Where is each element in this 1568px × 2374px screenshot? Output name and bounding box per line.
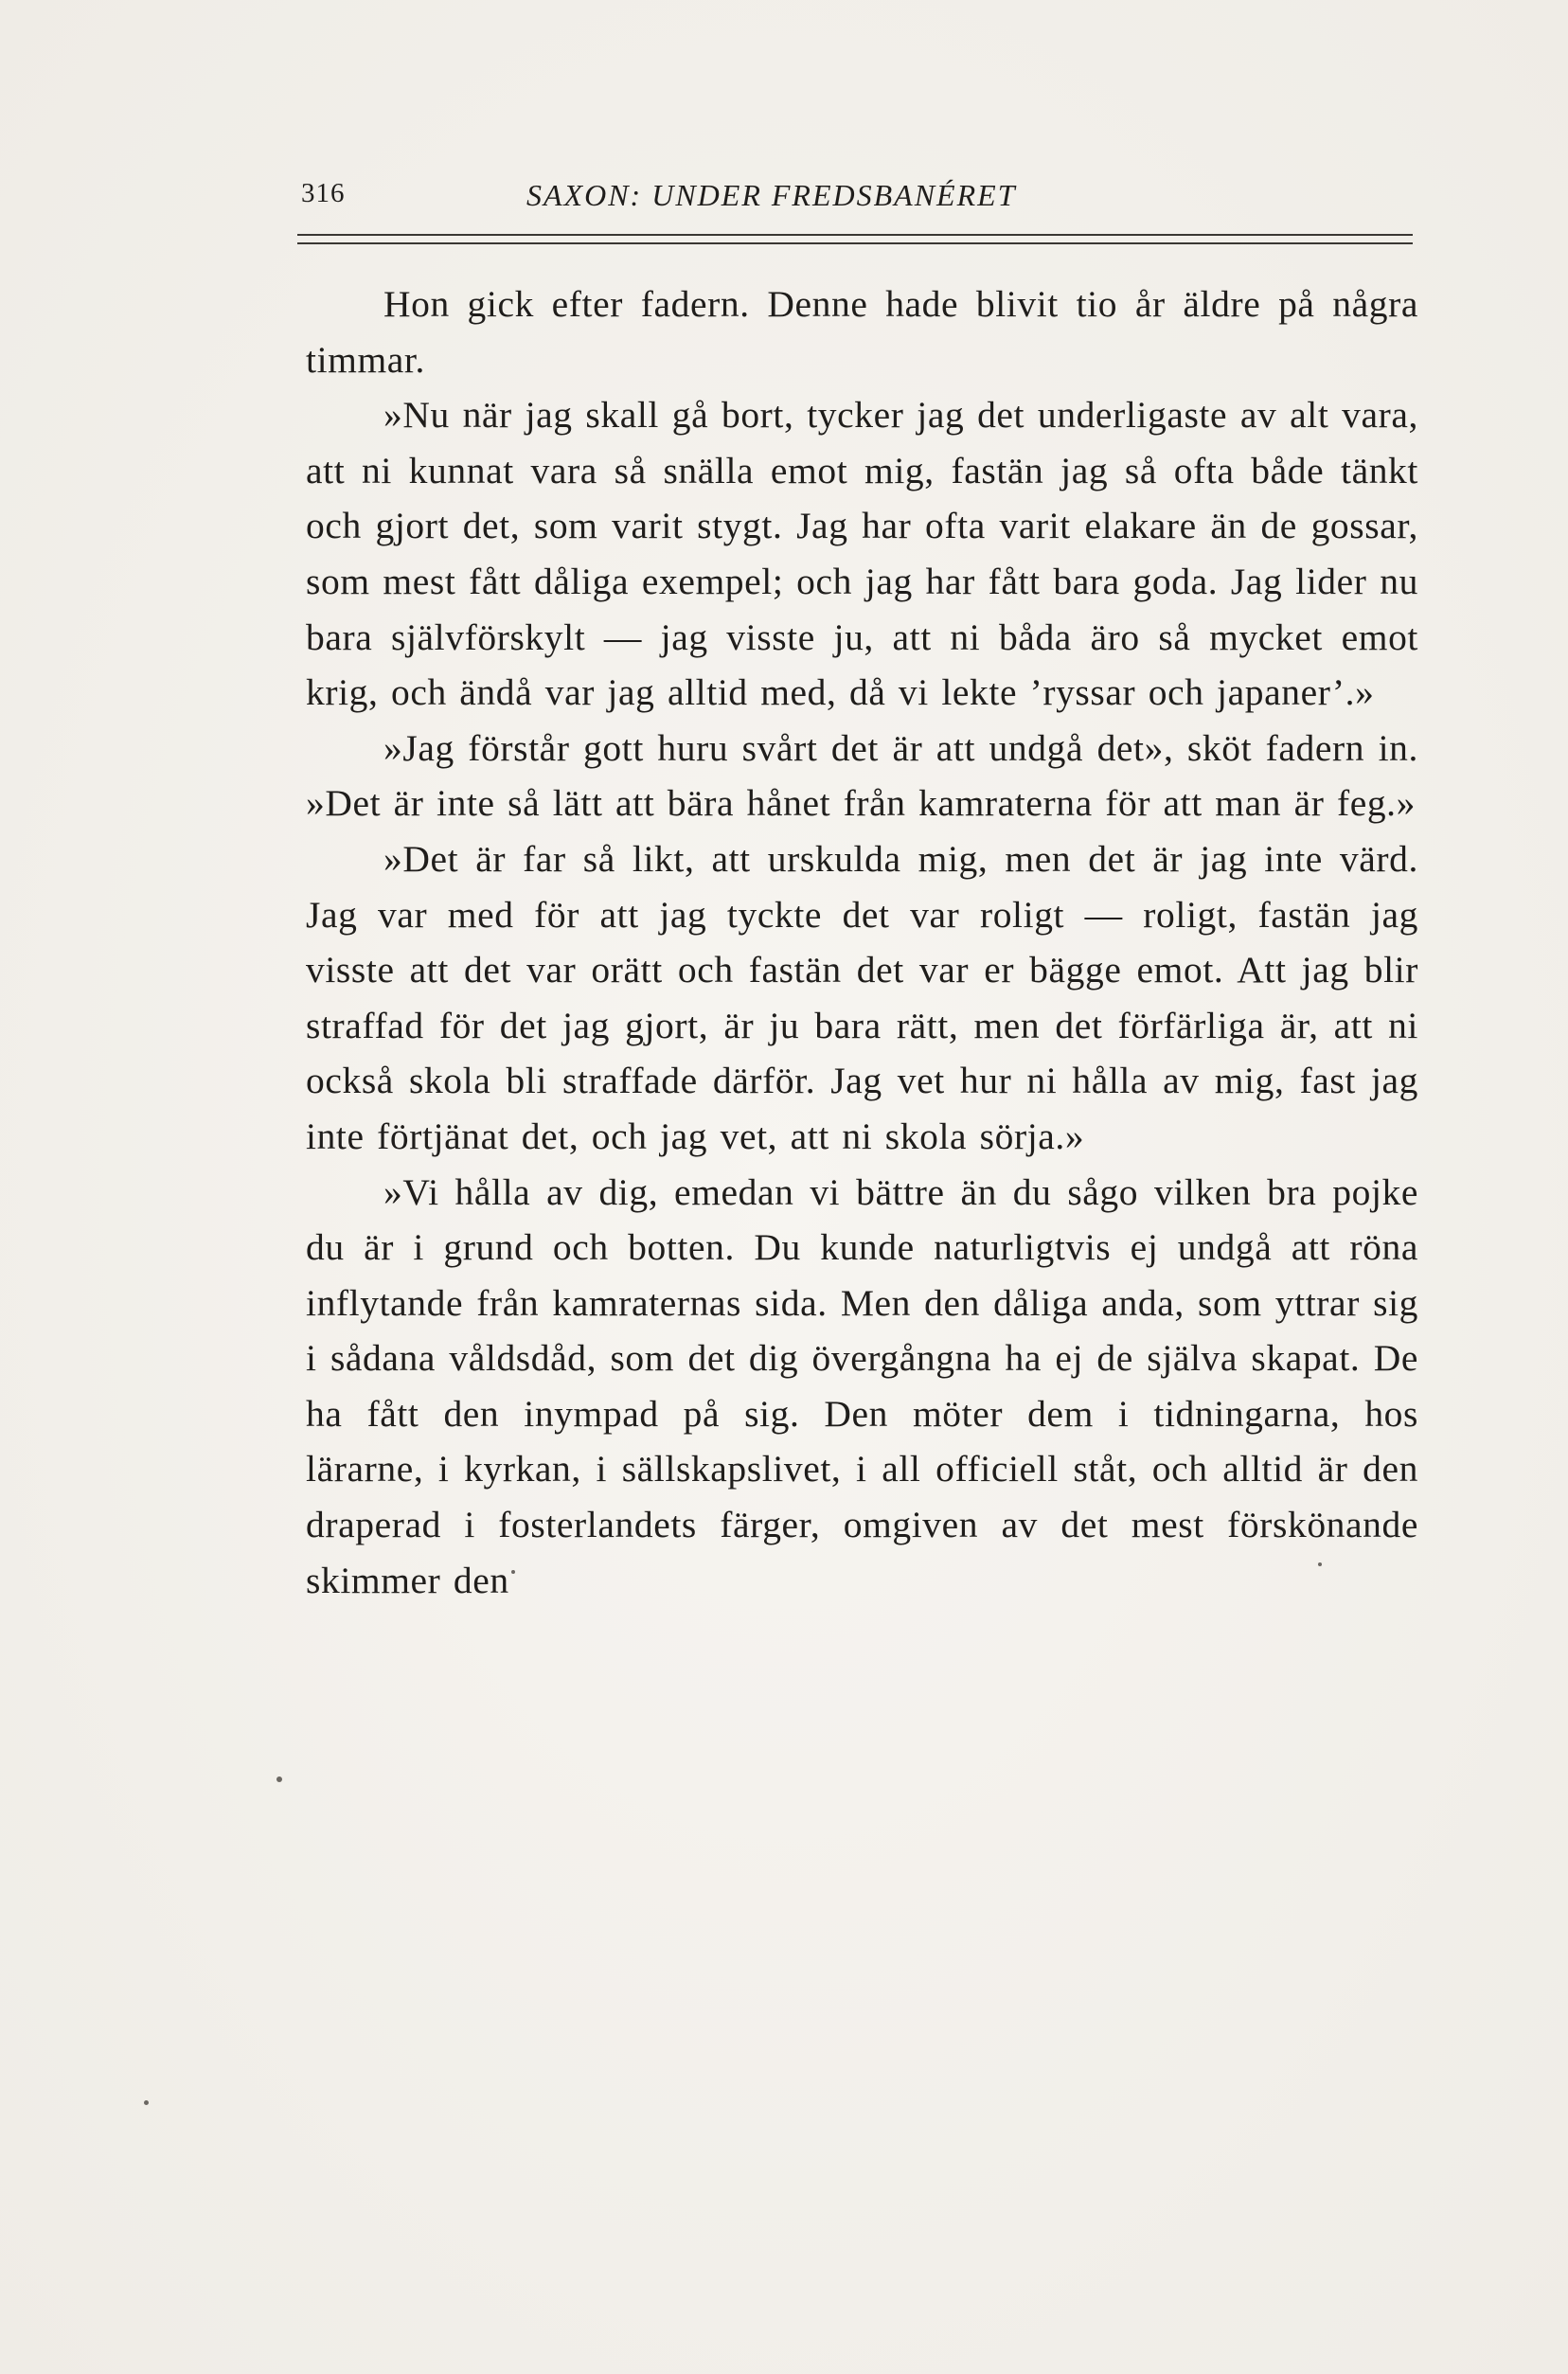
running-title: SAXON: UNDER FREDSBANÉRET <box>526 178 1017 212</box>
text-speck <box>511 1570 515 1574</box>
paragraph-1: Hon gick efter fadern. Denne hade blivit tio år äldre på några timmar. <box>306 283 1418 381</box>
text-speck <box>1318 1562 1322 1566</box>
margin-speck <box>144 2100 149 2105</box>
paragraph-2: »Nu när jag skall gå bort, tycker jag det underligaste av alt vara, att ni kunnat vara så snälla emot mig, fastän jag så ofta både tänkt och gjort det, som varit stygt. Jag har ofta varit elakare än de gossar, som mest fått dåliga exempel; och jag har fått bara goda. Jag lider nu bara självförskylt — jag visste ju, att ni båda äro så mycket emot krig, och ändå var jag alltid med, då vi lekte ’ryssar och japaner’.» <box>306 394 1418 714</box>
header-double-rule <box>297 234 1413 244</box>
paragraph-5: »Vi hålla av dig, emedan vi bättre än du sågo vilken bra pojke du är i grund och botten. Du kunde naturligtvis ej undgå att röna inflytande från kamraternas sida. Men den dåliga anda, som yttrar sig i sådana våldsdåd, som det dig övergångna ha ej de själva skapat. De ha fått den inympad på sig. Den möter dem i tidningarna, hos lärarne, i kyrkan, i sällskapslivet, i all officiell ståt, och alltid är den draperad i fosterlandets färger, omgiven av det mest förskönande skimmer den <box>306 1170 1418 1601</box>
page-header <box>301 178 1411 220</box>
paragraph-4: »Det är far så likt, att urskulda mig, men det är jag inte värd. Jag var med för att jag tyckte det var roligt — roligt, fastän jag visste att det var orätt och fastän det var er bägge emot. Att jag blir straffad för det jag gjort, är ju bara rätt, men det förfärliga är, att ni också skola bli straffade därför. Jag vet hur ni hålla av mig, fast jag inte förtjänat det, och jag vet, att ni skola sörja.» <box>306 837 1418 1157</box>
paragraph-3: »Jag förstår gott huru svårt det är att undgå det», sköt fadern in. »Det är inte så lätt att bära hånet från kamraterna för att man är feg.» <box>306 726 1418 825</box>
page-number: 316 <box>301 178 346 208</box>
margin-speck <box>276 1776 282 1782</box>
body-text <box>306 277 1418 1608</box>
